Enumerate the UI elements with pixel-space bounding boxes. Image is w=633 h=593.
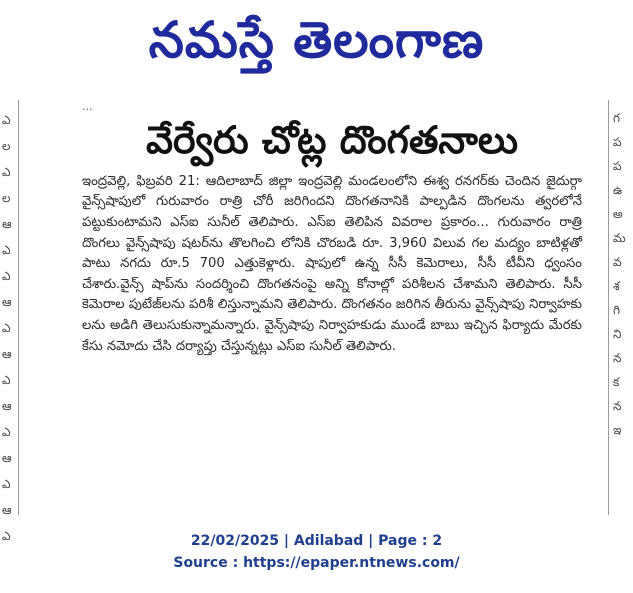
masthead [0, 0, 633, 80]
left-column-fragment: ఆ [2, 399, 12, 413]
headline: వేర్వేరు చోట్ల దొంగతనాలు [146, 118, 518, 162]
left-column-fragment: ల [2, 191, 11, 205]
right-column-fragment: గి [613, 303, 620, 317]
right-column-fragment: అ [613, 207, 623, 221]
masthead-title: నమస్తే తెలంగాణ [148, 11, 485, 69]
left-column-fragment: ఆ [2, 217, 12, 231]
left-column-strip [0, 100, 19, 543]
left-column-fragment: ఎ [2, 425, 11, 439]
right-column-fragment: న [613, 399, 622, 413]
left-column-fragment: ఎ [2, 373, 11, 387]
footer-date-edition: 22/02/2025 | Adilabad | Page : 2 [190, 533, 443, 549]
left-column-fragment: ఆ [2, 347, 12, 361]
right-column-fragment: న [613, 351, 622, 365]
left-column-fragment: ఎ [2, 477, 11, 491]
left-column-fragment: ఎ [2, 243, 11, 257]
article-body [82, 172, 582, 357]
left-column-fragment: ఎ [2, 529, 11, 543]
right-column-fragment: మ [613, 231, 626, 245]
article [82, 100, 582, 515]
left-column-fragment: ఆ [2, 295, 12, 309]
left-column-fragment: ఆ [2, 451, 12, 465]
left-column-fragment: ఎ [2, 321, 11, 335]
right-column-fragment: గ [613, 111, 620, 125]
right-column-fragment: ని [613, 327, 622, 341]
left-column-fragment: ఎ [2, 269, 11, 283]
left-column-fragment: ల [2, 139, 11, 153]
right-column-fragment: ప [613, 159, 622, 173]
right-column-fragment: ఉ [613, 183, 623, 197]
right-column-fragment: శ [613, 279, 620, 293]
top-fragment: ... [82, 100, 93, 113]
left-column-fragment: ఎ [2, 113, 11, 127]
right-column-fragment: ఇ [613, 423, 622, 437]
right-column-strip [608, 100, 633, 515]
right-column-fragment: క [613, 375, 620, 389]
footer [0, 530, 633, 574]
left-column-fragment: ఆ [2, 503, 12, 517]
article-paragraph: ఇంద్రవెల్లి, ఫిబ్రవరి 21: ఆదిలాబాద్ జిల్లా ఇంద్రవెల్లి మండలంలోని ఈశ్వ రనగర్‌కు చెందిన జైదుర్గా వైన్స్‌షాపులో గురువారం రాత్రి చోరీ జరిగిందని దొంగతనానికి పాల్పడిన దొంగలను త్వరలోనే పట్టుకుంటామని ఎస్ఐ సునీల్ తెలిపారు. ఎస్ఐ తెలిపిన వివరాల ప్రకారం... గురువారం రాత్రి దొంగలు వైన్స్‌షాపు షటర్‌ను తొలగించి లోనికి చొరబడి రూ. 3,960 విలువ గల మద్యం బాటిళ్లతో పాటు నగదు రూ.5 700 ఎత్తుకెళ్లారు. షాపులో ఉన్న సీసీ కెమెరాలు, సీసీ టీవీని ధ్వంసం చేశారు.వైన్స్ షాప్‌ను సందర్శించి దొంగతనంపై అన్ని కోనాల్లో పరిశీలన చేశామని తెలిపారు. సీసీ కెమెరాల పుటేజ్‌లను పరిశీ లిస్తున్నామని తెలిపారు. దొంగతనం జరిగిన తీరును వైన్స్‌షాపు నిర్వాహకు లను అడిగి తెలుసుకున్నామన్నారు. వైన్స్‌షాపు నిర్వాహకుడు ముండే బాబు ఇచ్చిన ఫిర్యాదు మేరకు కేసు నమోదు చేసి దర్యాప్తు చేస్తున్నట్లు ఎస్ఐ సునీల్ తెలిపారు. [82, 173, 582, 354]
right-column-fragment: వ [613, 255, 622, 269]
right-column-fragment: ప [613, 135, 622, 149]
left-column-fragment: ఎ [2, 165, 11, 179]
footer-source: Source : https://epaper.ntnews.com/ [173, 555, 460, 571]
